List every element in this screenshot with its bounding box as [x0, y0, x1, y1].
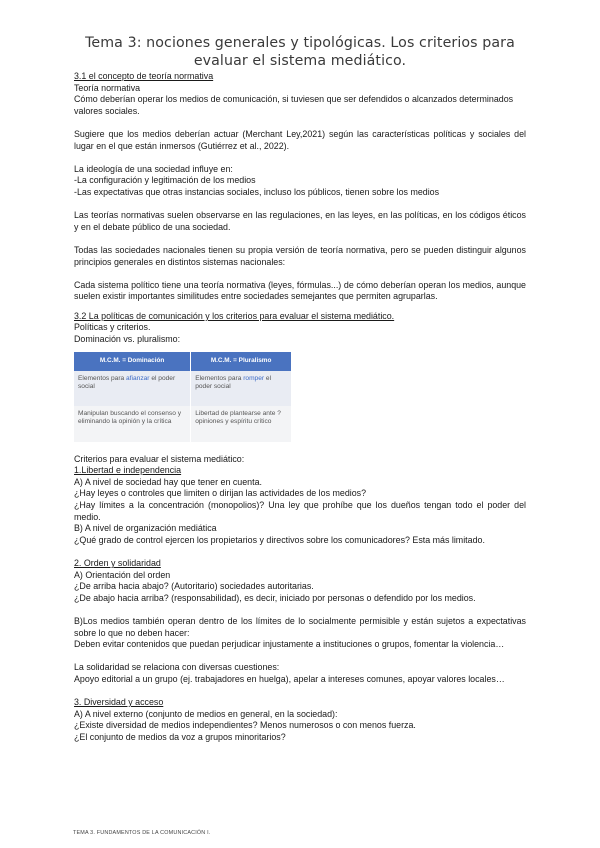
line: ¿El conjunto de medios da voz a grupos minoritarios?	[74, 731, 286, 742]
line: Políticas y criterios.	[74, 322, 151, 333]
line: A) A nivel externo (conjunto de medios en general, en la sociedad):	[74, 708, 338, 719]
section-heading-3-1: 3.1 el concepto de teoría normativa	[74, 71, 214, 81]
line: ¿Hay límites a la concentración (monopolios)? Una ley que prohíbe que los dueños tengan todo el poder del medio.	[74, 500, 526, 522]
highlight-text: afianzar	[126, 374, 150, 382]
line: A) A nivel de sociedad hay que tener en cuenta.	[74, 476, 262, 487]
paragraph: La ideología de una sociedad influye en:	[74, 163, 233, 174]
criteria-heading-1: 1.Libertad e independencia	[74, 465, 182, 476]
line: B)Los medios también operan dentro de los límites de lo socialmente permisible y están sujetos a expectativas sobre lo que no deben hacer:	[74, 615, 526, 638]
line: B) A nivel de organización mediática	[74, 523, 217, 534]
section-heading-3-2: 3.2 La políticas de comunicación y los criterios para evaluar el sistema mediático.	[74, 310, 395, 321]
page-footer: TEMA 3. FUNDAMENTOS DE LA COMUNICACIÓN I.	[73, 830, 211, 836]
table-cell: Elementos para afianzar el poder social	[74, 371, 191, 406]
list-item: -Las expectativas que otras instancias sociales, incluso los públicos, tienen sobre los medios	[74, 186, 440, 197]
table-cell: Manipulan buscando el consenso y eliminando la opinión y la crítica	[74, 406, 191, 442]
criteria-heading-2: 2. Orden y solidaridad	[74, 558, 161, 568]
line: La solidaridad se relaciona con diversas cuestiones:	[74, 662, 280, 673]
line: ¿Qué grado de control ejercen los propietarios y directivos sobre los comunicadores? Esta más limitado.	[74, 534, 485, 545]
paragraph: Todas las sociedades nacionales tienen su propia versión de teoría normativa, pero se pueden distinguir algunos principios generales en distintos sistemas nacionales:	[74, 244, 526, 267]
paragraph: Cada sistema político tiene una teoría normativa (leyes, fórmulas...) de cómo deberían operan los medios, aunque suelen existir importantes similitudes entre sociedades semejantes que permiten agruparlas.	[74, 279, 526, 302]
line: ¿De arriba hacia abajo? (Autoritario) sociedades autoritarias.	[74, 581, 314, 592]
line: A) Orientación del orden	[74, 569, 171, 580]
highlight-text: romper	[243, 374, 265, 382]
table-header-pluralismo: M.C.M. = Pluralismo	[191, 352, 292, 371]
table-cell: Libertad de plantearse ante ? opiniones y espíritu crítico	[191, 406, 292, 442]
line: Deben evitar contenidos que puedan perjudicar injustamente a instituciones o grupos, fomentar la violencia…	[74, 639, 505, 650]
line: ¿De abajo hacia arriba? (responsabilidad), es decir, iniciado por personas o defendido por los medios.	[74, 592, 476, 603]
table-cell: Elementos para romper el poder social	[191, 371, 292, 406]
list-item: -La configuración y legitimación de los medios	[74, 175, 256, 186]
criteria-intro: Criterios para evaluar el sistema mediático:	[74, 453, 245, 464]
comparison-table	[74, 352, 292, 442]
paragraph: Sugiere que los medios deberían actuar (Merchant Ley,2021) según las características políticas y sociales del lugar en el que están inmersos (Gutiérrez et al., 2022).	[74, 128, 526, 151]
subheading-teoria-normativa: Teoría normativa	[74, 82, 141, 93]
line: Dominación vs. pluralismo:	[74, 334, 181, 345]
line: Apoyo editorial a un grupo (ej. trabajadores en huelga), apelar a intereses comunes, apoyar valores locales…	[74, 673, 505, 684]
table-header-dominacion: M.C.M. = Dominación	[74, 352, 191, 371]
document-body	[74, 71, 526, 744]
document-title: Tema 3: nociones generales y tipológicas. Los criterios para evaluar el sistema mediático.	[85, 35, 515, 69]
line: ¿Hay leyes o controles que limiten o dirijan las actividades de los medios?	[74, 488, 367, 499]
criteria-heading-3: 3. Diversidad y acceso	[74, 697, 164, 708]
paragraph: Las teorías normativas suelen observarse en las regulaciones, en las leyes, en las políticas, en los códigos éticos y en el debate público de una sociedad.	[74, 210, 526, 232]
line: ¿Existe diversidad de medios independientes? Menos numerosos o con menos fuerza.	[74, 720, 416, 731]
paragraph: Cómo deberían operar los medios de comunicación, si tuviesen que ser defendidos o alcanzados determinados valores sociales.	[74, 94, 514, 116]
